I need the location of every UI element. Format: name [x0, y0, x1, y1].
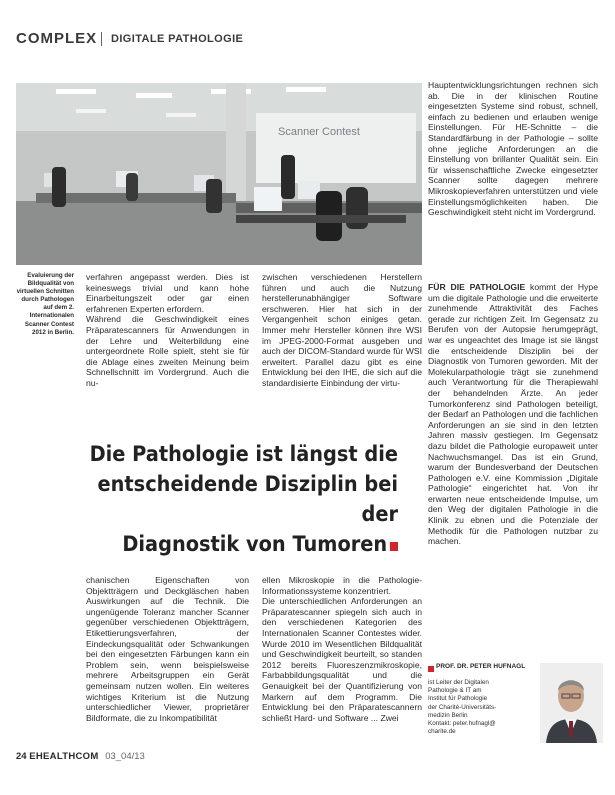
article-column-2-top: zwischen verschiedenen Herstellern führen und auch die Nutzung herstellerunabhängiger Software erschweren. Hier hat sich in der Vergangenheit schon einiges getan. Immer mehr Hersteller können ihre WSI im JPEG-2000-Format ausgeben und auch der DICOM-Standard wurde für WSI erweitert. Parallel dazu gibt es eine Entwicklung bei den IHE, die sich auf die standardisierte Einbindung der virtu-: [262, 272, 422, 388]
end-mark-icon: [390, 542, 398, 551]
magazine-name: EHEALTHCOM: [29, 751, 99, 762]
section-title: DIGITALE PATHOLOGIE: [111, 33, 244, 45]
conference-room-illustration: [16, 83, 422, 265]
pull-quote: [56, 440, 398, 560]
author-marker-icon: [428, 666, 434, 672]
pull-quote-line-1: Die Pathologie ist längst die: [89, 442, 398, 467]
article-column-2-bottom: ellen Mikroskopie in die Pathologie-Informationssysteme konzentriert. Die unterschiedlichen Anforderungen an Präparatescanner spiegeln sich auch in den verschiedenen Kategorien des Internationalen Scanner Contestes wider. Wurde 2010 im Wesentlichen Bildqualität und Geschwindigkeit beurteilt, so standen 2012 bereits Fluoreszenzmikroskopie, Farbabbildungsqualität und die Genauigkeit bei der Quantifizierung von Markern auf dem Programm. Die Entwicklung bei den Präparatescannern schließt Hard- und Software ... Zwei: [262, 575, 422, 723]
header-divider: [101, 32, 102, 46]
paragraph-lead: FÜR DIE PATHOLOGIE: [428, 282, 526, 292]
pull-quote-line-2: entscheidende Disziplin bei der: [97, 472, 399, 527]
portrait-image: [540, 663, 603, 743]
article-photo: [16, 83, 422, 265]
page-number: 24: [16, 751, 27, 762]
article-column-3-top: Hauptentwicklungsrichtungen rechnen sich ab. Die in der klinischen Routine eingesetzten Systeme sind robust, schnell, einfach zu bedienen und erlauben wenige Einstellungen. Für HE-Schnitte – die Standardfärbung in der Pathologie – sollte ohne jegliche Anforderungen an die Einstellung von brillanter Qualität sein. Ein für wissenschaftliche Zwecke eingesetzter Scanner sollte dagegen mehrere Mikroskopieverfahren unterstützen und viele Einstellungsmöglichkeiten haben. Die Geschwindigkeit steht nicht im Vordergrund.: [428, 80, 598, 218]
photo-caption: Evaluierung der Bildqualität von virtuellen Schnitten durch Pathologen auf dem 2. Internationalen Scanner Contest 2012 in Berlin.: [16, 272, 74, 336]
article-column-1-top: verfahren angepasst werden. Dies ist keineswegs trivial und kann hohe Einarbeitungszeit oder gar einen erfahrenen Experten erfordern. Während die Geschwindigkeit eines Präparatescanners für Anwendungen in der Lehre und Weiterbildung eine untergeordnete Rolle spielt, steht sie für die Ablage eines zweiten Meinung beim Schnellschnitt im Vordergrund. Auch die nu-: [86, 272, 249, 388]
article-column-3-bottom: [428, 282, 598, 622]
pull-quote-line-3: Diagnostik von Tumoren: [122, 532, 388, 557]
author-bio: ist Leiter der Digitalen Pathologie & IT am Institut für Pathologie der Charité-Universitäts- medizin Berlin Kontakt: peter.hufnagl@ charite.de: [428, 679, 497, 736]
author-name: PROF. DR. PETER HUFNAGL: [436, 663, 526, 670]
issue-number: 03_04/13: [105, 751, 145, 762]
page-footer: [16, 751, 145, 762]
article-column-1-bottom: chanischen Eigenschaften von Objektträgern und Deckgläschen haben Auswirkungen auf die Technik. Die ungenügende Toleranz mancher Scanner gegenüber verschiedenen Objektträgern, Etikettierungsverfahren, der Eindeckungsqualität oder Schwankungen bei den eingesetzten Färbungen kann ein Problem sein, wenn beispielsweise mehrere Arbeitsgruppen ein Gerät gemeinsam nutzen wollen. Ein weiteres wichtiges Kriterium ist die Nutzung unterschiedlicher Viewer, proprietärer Bildformate, die zu Inkompatibilität: [86, 575, 249, 723]
paragraph-text: kommt der Hype um die digitale Pathologie und die erweiterte zunehmende Attraktivität des Faches gerade zur richtigen Zeit. Im Gegensatz zu Berufen von der Autopsie herumgeprägt, war es ungeachtet des Image ist sie längst die entscheidende Disziplin bei der Diagnostik von Tumoren geworden. Mit der Molekularpathologie trägt sie zunehmend auch Verantwortung für die Therapiewahl der behandelnden Ärzte. An jeder Tumorkonferenz sind Pathologen beteiligt, der Bedarf an Pathologen und die fachlichen Anforderungen an sie sind in den letzten Jahren massiv gestiegen. Im Gegensatz dazu bildet die Pathologie europaweit unter Nachwuchsmangel. Das ist ein Grund, warum der Bundesverband der Deutschen Pathologen e.V. eine Kommission „Digitale Pathologie“ eingerichtet hat. Von ihr erwarten neue entscheidende Impulse, um den Weg der digitalen Pathologie in die Klinik zu ebnen und die Potenziale der Methodik für die Pathologen nutzbar zu machen.: [428, 282, 598, 547]
author-portrait: [540, 663, 603, 743]
svg-text:Scanner Contest: Scanner Contest: [278, 126, 360, 138]
magazine-section-label: COMPLEX: [16, 30, 98, 47]
